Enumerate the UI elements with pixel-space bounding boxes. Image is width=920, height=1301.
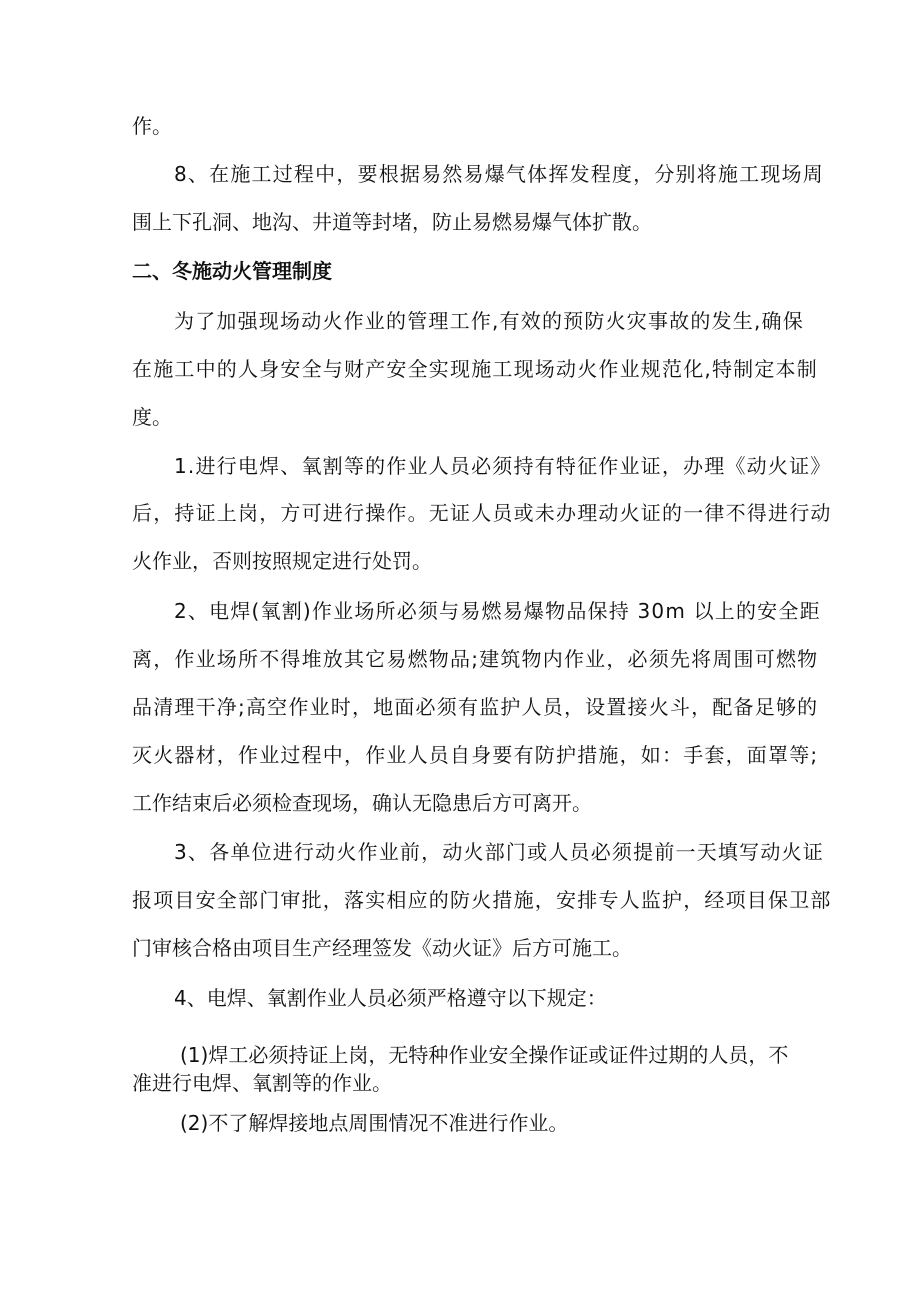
rule-4-heading: 4、电焊、氧割作业人员必须严格遵守以下规定： — [174, 986, 607, 1010]
rule-1-line-3: 火作业，否则按照规定进行处罚。 — [132, 549, 432, 573]
paragraph-8-line-1: 8、在施工过程中，要根据易然易爆气体挥发程度，分别将施工现场周 — [174, 162, 824, 186]
rule-1-line-1: 1.进行电焊、氧割等的作业人员必须持有特征作业证，办理《动火证》 — [174, 454, 832, 478]
paragraph-8-line-2: 围上下孔洞、地沟、井道等封堵，防止易燃易爆气体扩散。 — [132, 210, 652, 234]
rule-4-item-2-line-1: (2)不了解焊接地点周围情况不准进行作业。 — [180, 1111, 569, 1135]
intro-paragraph-line-2: 在施工中的人身安全与财产安全实现施工现场动火作业规范化,特制定本制 — [132, 357, 818, 381]
rule-2-line-1: 2、电焊(氧割)作业场所必须与易燃易爆物品保持 30m 以上的安全距 — [174, 599, 821, 623]
rule-1-line-2: 后，持证上岗，方可进行操作。无证人员或未办理动火证的一律不得进行动 — [132, 501, 832, 525]
rule-2-line-5: 工作结束后必须检查现场，确认无隐患后方可离开。 — [132, 791, 592, 815]
rule-3-line-2: 报项目安全部门审批，落实相应的防火措施，安排专人监护，经项目保卫部 — [132, 888, 832, 912]
section-heading-2: 二、冬施动火管理制度 — [132, 259, 332, 283]
rule-2-line-3: 品清理干净;高空作业时，地面必须有监护人员，设置接火斗，配备足够的 — [132, 695, 819, 719]
text-line-continuation: 作。 — [132, 114, 172, 138]
rule-3-line-1: 3、各单位进行动火作业前，动火部门或人员必须提前一天填写动火证 — [174, 840, 824, 864]
rule-4-item-1-line-2: 准进行电焊、氧割等的作业。 — [132, 1071, 392, 1095]
rule-3-line-3: 门审核合格由项目生产经理签发《动火证》后方可施工。 — [132, 936, 632, 960]
rule-2-line-4: 灭火器材，作业过程中，作业人员自身要有防护措施，如：手套，面罩等; — [132, 743, 819, 767]
intro-paragraph-line-1: 为了加强现场动火作业的管理工作,有效的预防火灾事故的发生,确保 — [174, 309, 804, 333]
rule-4-item-1-line-1: (1)焊工必须持证上岗，无特种作业安全操作证或证件过期的人员，不 — [180, 1043, 789, 1067]
intro-paragraph-line-3: 度。 — [132, 405, 172, 429]
rule-2-line-2: 离，作业场所不得堆放其它易燃物品;建筑物内作业，必须先将周围可燃物 — [132, 647, 819, 671]
